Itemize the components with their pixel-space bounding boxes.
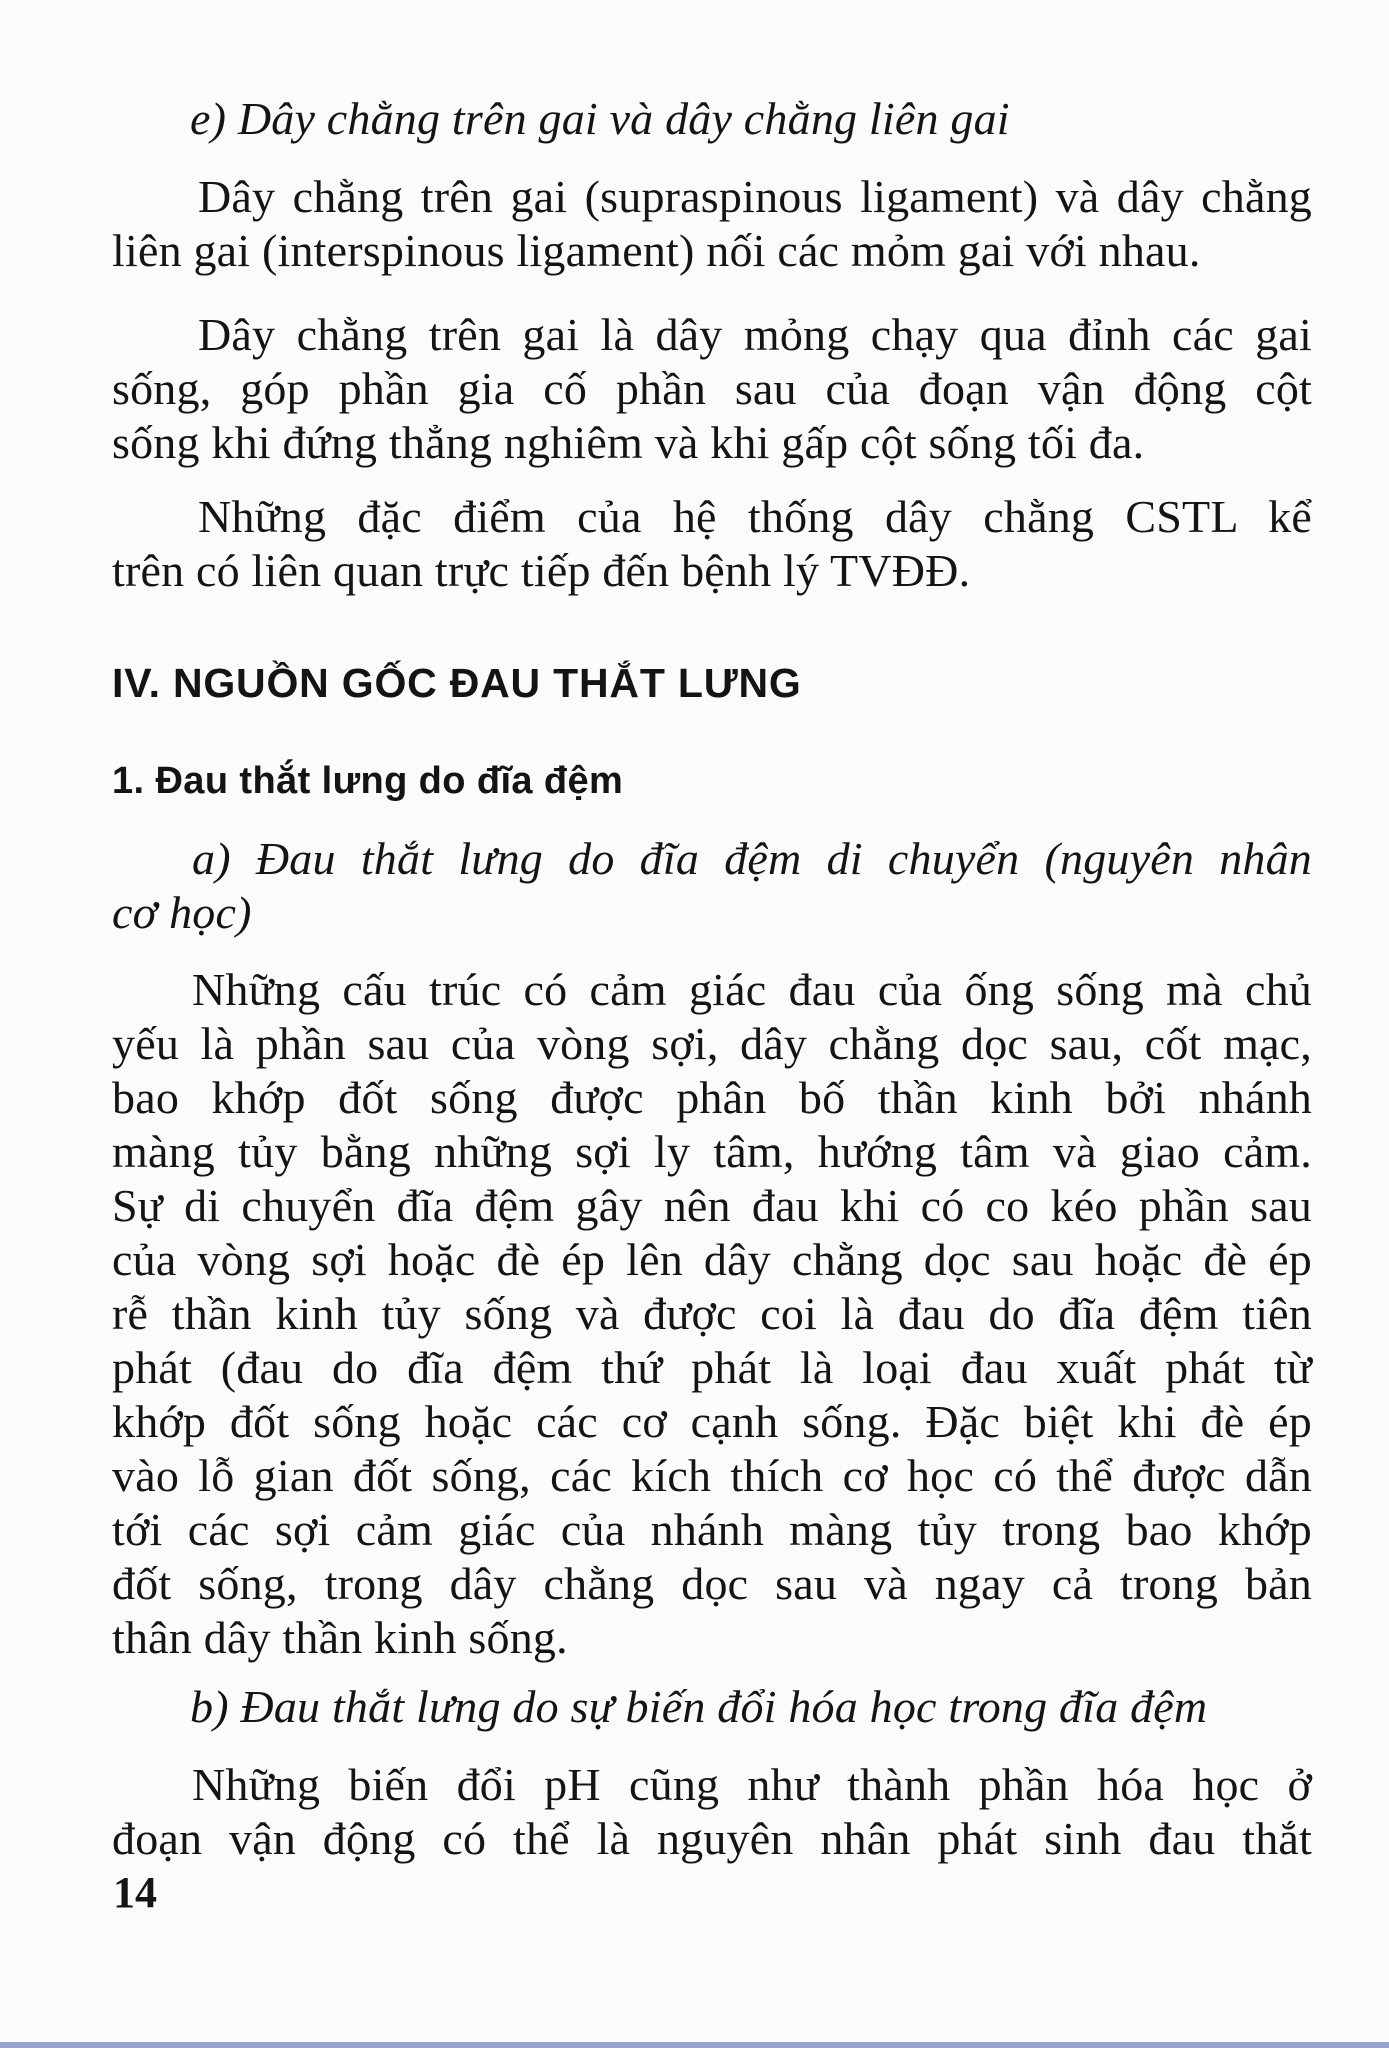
subsection-1-heading-text: 1. Đau thắt lưng do đĩa đệm: [112, 760, 624, 802]
part-a-line: Những cấu trúc có cảm giác đau của ống sống mà chủ: [192, 964, 1312, 1015]
section-e-paragraph-3-line-2: trên có liên quan trực tiếp đến bệnh lý TVĐĐ.: [112, 545, 971, 596]
part-a-line: phát (đau do đĩa đệm thứ phát là loại đau xuất phát từ: [112, 1342, 1312, 1393]
section-e-paragraph-1-line-2: liên gai (interspinous ligament) nối các mỏm gai với nhau.: [112, 225, 1201, 276]
part-b-paragraph: [112, 1758, 1312, 1866]
part-a-title: [112, 832, 1312, 940]
part-a-line: khớp đốt sống hoặc các cơ cạnh sống. Đặc biệt khi đè ép: [112, 1396, 1312, 1447]
part-b-title: [190, 1680, 1312, 1734]
section-e-paragraph-2-line-1: Dây chằng trên gai là dây mỏng chạy qua đỉnh các gai: [198, 309, 1312, 360]
part-a-line: màng tủy bằng những sợi ly tâm, hướng tâm và giao cảm.: [112, 1126, 1312, 1177]
part-a-line: Sự di chuyển đĩa đệm gây nên đau khi có co kéo phần sau: [112, 1180, 1312, 1231]
part-a-line: rễ thần kinh tủy sống và được coi là đau do đĩa đệm tiên: [112, 1288, 1312, 1339]
part-b-title-line: b) Đau thắt lưng do sự biến đổi hóa học trong đĩa đệm: [190, 1681, 1208, 1732]
part-a-line: của vòng sợi hoặc đè ép lên dây chằng dọc sau hoặc đè ép: [112, 1234, 1312, 1285]
part-a-title-line-2: cơ học): [112, 887, 252, 938]
part-a-line: bao khớp đốt sống được phân bố thần kinh bởi nhánh: [112, 1072, 1312, 1123]
section-iv-heading-text: IV. NGUỒN GỐC ĐAU THẮT LƯNG: [112, 660, 802, 706]
part-a-line: đốt sống, trong dây chằng dọc sau và ngay cả trong bản: [112, 1558, 1312, 1609]
part-a-line: vào lỗ gian đốt sống, các kích thích cơ học có thể được dẫn: [112, 1450, 1312, 1501]
subsection-1-heading: [112, 752, 1312, 810]
section-e-title-line: e) Dây chằng trên gai và dây chằng liên gai: [190, 93, 1010, 144]
page-number: 14: [113, 1868, 157, 1917]
section-e-paragraph-2-line-2: sống, góp phần gia cố phần sau của đoạn vận động cột: [112, 363, 1312, 414]
part-a-line: yếu là phần sau của vòng sợi, dây chằng dọc sau, cốt mạc,: [112, 1018, 1312, 1069]
section-e-paragraph-2-line-3: sống khi đứng thẳng nghiêm và khi gấp cột sống tối đa.: [112, 417, 1145, 468]
section-e-paragraph-3: [112, 490, 1312, 598]
section-iv-heading: [112, 653, 1312, 713]
part-a-title-line-1: a) Đau thắt lưng do đĩa đệm di chuyển (nguyên nhân: [192, 833, 1312, 884]
part-b-line: Những biến đổi pH cũng như thành phần hóa học ở: [192, 1759, 1312, 1810]
part-a-line: tới các sợi cảm giác của nhánh màng tủy trong bao khớp: [112, 1504, 1312, 1555]
section-e-paragraph-1: [112, 170, 1312, 278]
part-a-line: thân dây thần kinh sống.: [112, 1612, 568, 1663]
part-a-paragraph: [112, 963, 1312, 1665]
section-e-title: [190, 92, 1312, 146]
section-e-paragraph-2: [112, 308, 1312, 470]
section-e-paragraph-1-line-1: Dây chằng trên gai (supraspinous ligament) và dây chằng: [198, 171, 1312, 222]
section-e-paragraph-3-line-1: Những đặc điểm của hệ thống dây chằng CSTL kể: [198, 491, 1312, 542]
part-b-line: đoạn vận động có thể là nguyên nhân phát sinh đau thắt: [112, 1813, 1312, 1864]
